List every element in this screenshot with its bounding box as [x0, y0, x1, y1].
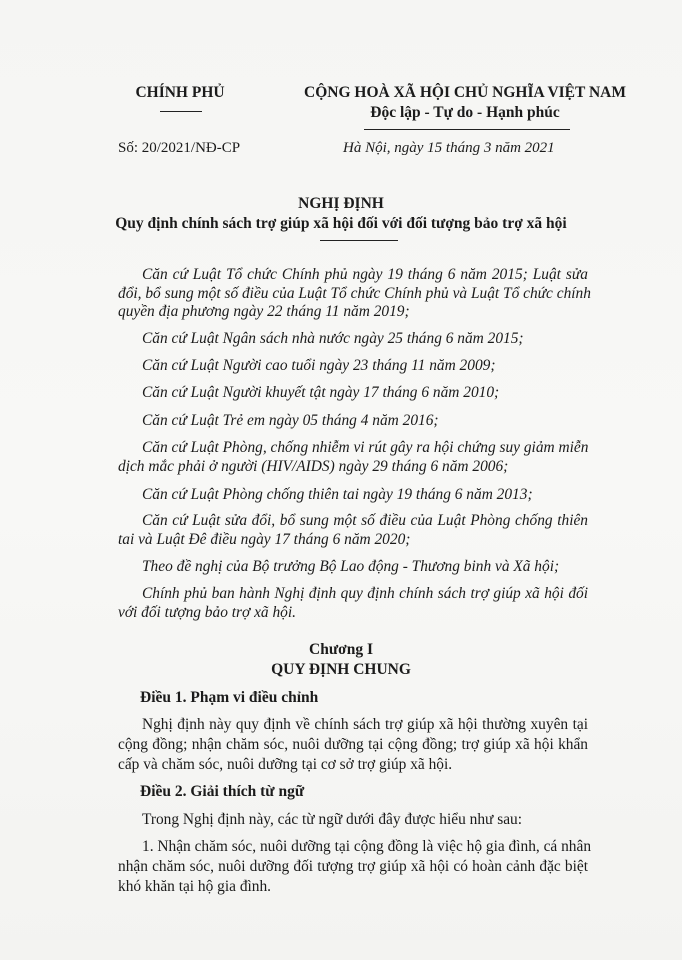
motto-underline: [364, 129, 570, 130]
title-underline: [320, 240, 398, 241]
preamble-p8-line2: tai và Luật Đê điều ngày 17 tháng 6 năm 2020;: [118, 531, 411, 548]
preamble-p7: Căn cứ Luật Phòng chống thiên tai ngày 19 tháng 6 năm 2013;: [142, 486, 533, 503]
article-1-line1: Nghị định này quy định về chính sách trợ giúp xã hội thường xuyên tại: [142, 716, 588, 733]
preamble-p6-line2: dịch mắc phải ở người (HIV/AIDS) ngày 29 tháng 6 năm 2006;: [118, 458, 509, 475]
article-1-line3: cấp và chăm sóc, nuôi dưỡng tại cơ sở trợ giúp xã hội.: [118, 756, 453, 773]
preamble-p6-line1: Căn cứ Luật Phòng, chống nhiễm vi rút gây ra hội chứng suy giảm miễn: [142, 439, 589, 456]
article-1-line2: cộng đồng; nhận chăm sóc, nuôi dưỡng tại cộng đồng; trợ giúp xã hội khẩn: [118, 736, 588, 753]
country-name: CỘNG HOÀ XÃ HỘI CHỦ NGHĨA VIỆT NAM: [304, 84, 626, 101]
place-date: Hà Nội, ngày 15 tháng 3 năm 2021: [343, 140, 555, 156]
preamble-p10-line1: Chính phủ ban hành Nghị định quy định chính sách trợ giúp xã hội đối: [142, 585, 588, 602]
document-type: NGHỊ ĐỊNH: [298, 195, 384, 212]
article-2-item1-line1: 1. Nhận chăm sóc, nuôi dưỡng tại cộng đồng là việc hộ gia đình, cá nhân: [142, 838, 592, 855]
article-2-heading: Điều 2. Giải thích từ ngữ: [140, 783, 305, 800]
preamble-p1-line3: quyền địa phương ngày 22 tháng 11 năm 2019;: [118, 303, 410, 320]
article-1-heading: Điều 1. Phạm vi điều chỉnh: [140, 689, 319, 706]
preamble-p8-line1: Căn cứ Luật sửa đổi, bổ sung một số điều của Luật Phòng chống thiên: [142, 512, 588, 529]
article-2-intro: Trong Nghị định này, các từ ngữ dưới đây được hiểu như sau:: [142, 811, 523, 828]
document-number: Số: 20/2021/NĐ-CP: [118, 140, 241, 156]
agency-underline: [160, 111, 202, 112]
preamble-p5: Căn cứ Luật Trẻ em ngày 05 tháng 4 năm 2016;: [142, 412, 439, 429]
article-2-item1-line2: nhận chăm sóc, nuôi dưỡng đối tượng trợ giúp xã hội có hoàn cảnh đặc biệt: [118, 858, 588, 875]
preamble-p2: Căn cứ Luật Ngân sách nhà nước ngày 25 tháng 6 năm 2015;: [142, 330, 524, 347]
preamble-p1-line2: đổi, bổ sung một số điều của Luật Tổ chức Chính phủ và Luật Tổ chức chính: [118, 285, 591, 302]
issuing-agency: CHÍNH PHỦ: [135, 84, 225, 101]
preamble-p3: Căn cứ Luật Người cao tuổi ngày 23 tháng 11 năm 2009;: [142, 357, 496, 374]
preamble-p10-line2: với đối tượng bảo trợ xã hội.: [118, 604, 296, 621]
article-2-item1-line3: khó khăn tại hộ gia đình.: [118, 878, 272, 895]
national-motto: Độc lập - Tự do - Hạnh phúc: [370, 104, 560, 121]
chapter-number: Chương I: [309, 641, 373, 658]
preamble-p4: Căn cứ Luật Người khuyết tật ngày 17 tháng 6 năm 2010;: [142, 384, 500, 401]
chapter-title: QUY ĐỊNH CHUNG: [271, 661, 411, 678]
preamble-p1-line1: Căn cứ Luật Tổ chức Chính phủ ngày 19 tháng 6 năm 2015; Luật sửa: [142, 266, 588, 283]
preamble-p9: Theo đề nghị của Bộ trưởng Bộ Lao động - Thương binh và Xã hội;: [142, 558, 560, 575]
document-subject: Quy định chính sách trợ giúp xã hội đối với đối tượng bảo trợ xã hội: [115, 215, 567, 232]
